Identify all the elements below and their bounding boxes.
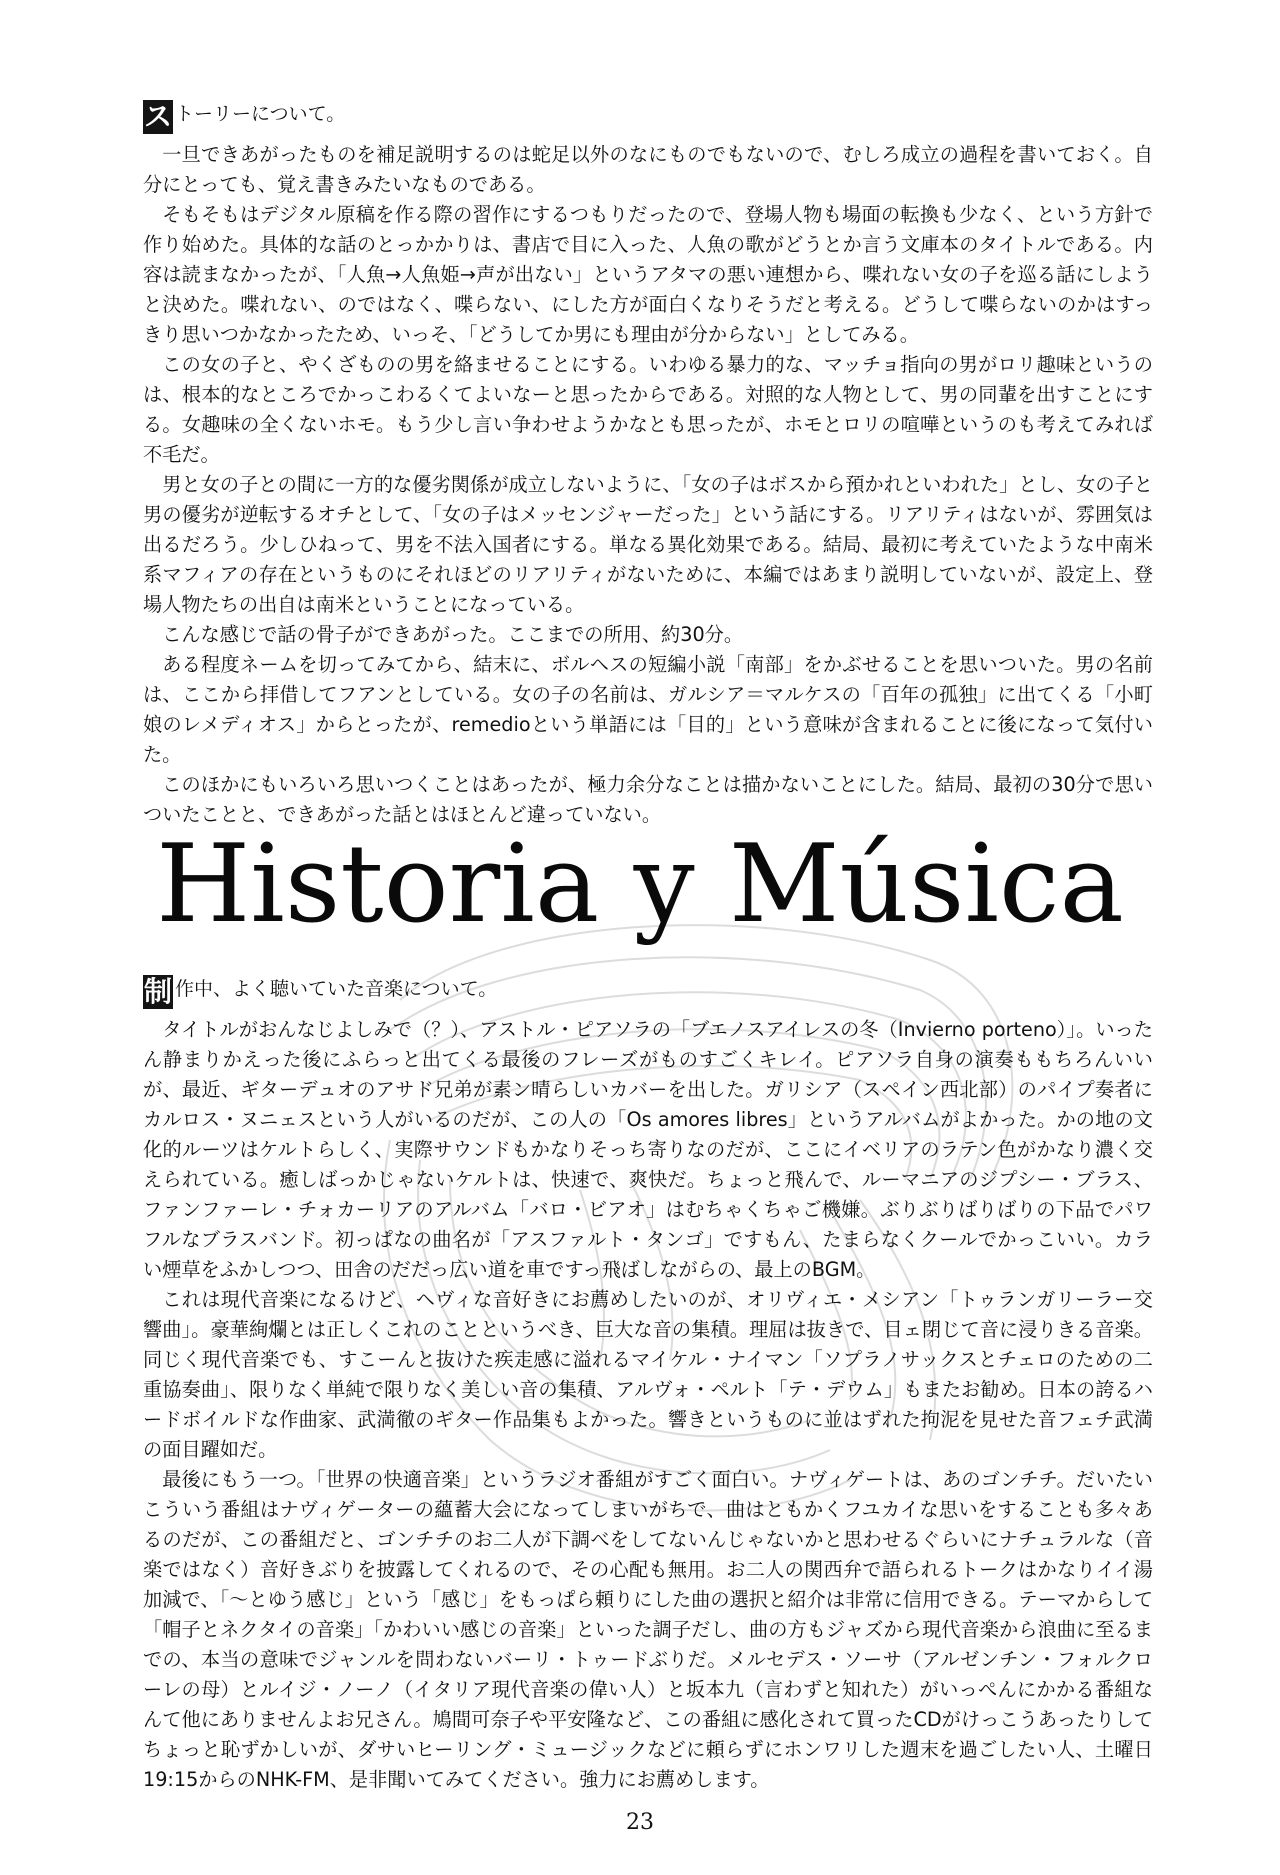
story-paragraph: このほかにもいろいろ思いつくことはあったが、極力余分なことは描かないことにした。結局、最初の30分で思いついたことと、できあがった話とはほとんど違っていない。 (143, 773, 1153, 826)
story-dropcap: ス (143, 100, 172, 133)
story-paragraph: 一旦できあがったものを補足説明するのは蛇足以外のなにものでもないので、むしろ成立の過程を書いておく。自分にとっても、覚え書きみたいなものである。 (143, 143, 1153, 196)
music-lead-text: 作中、よく聴いていた音楽について。 (175, 978, 498, 1000)
story-paragraph: こんな感じで話の骨子ができあがった。ここまでの所用、約30分。 (162, 623, 744, 646)
story-lead (143, 100, 1153, 134)
page-number: 23 (626, 1810, 654, 1835)
music-paragraph: タイトルがおんなじよしみで（？）、アストル・ピアソラの「ブエノスアイレスの冬（Invierno porteno）」。いったん静まりかえった後にふらっと出てくる最後のフレーズがものすごくキレイ。ピアソラ自身の演奏ももちろんいいが、最近、ギターデュオのアサド兄弟が素ン晴らしいカバーを出した。ガリシア（スペイン西北部）のパイプ奏者にカルロス・ヌニェスという人がいるのだが、この人の「Os amores libres」というアルバムがよかった。かの地の文化的ルーツはケルトらしく、実際サウンドもかなりそっち寄りなのだが、ここにイベリアのラテン色がかなり濃く交えられている。癒しばっかじゃないケルトは、快速で、爽快だ。ちょっと飛んで、ルーマニアのジプシー・ブラス、ファンファーレ・チォカーリアのアルバム「バロ・ビアオ」はむちゃくちゃご機嫌。ぶりぶりばりばりの下品でパワフルなブラスバンド。初っぱなの曲名が「アスファルト・タンゴ」ですもん、たまらなくクールでかっこいい。カラい煙草をふかしつつ、田舎のだだっ広い道を車ですっ飛ばしながらの、最上のBGM。 (143, 1018, 1153, 1281)
story-paragraph: そもそもはデジタル原稿を作る際の習作にするつもりだったので、登場人物も場面の転換も少なく、という方針で作り始めた。具体的な話のとっかかりは、書店で目に入った、人魚の歌がどうとか言う文庫本のタイトルである。内容は読まなかったが、「人魚→人魚姫→声が出ない」というアタマの悪い連想から、喋れない女の子を巡る話にしようと決めた。喋れない、のではなく、喋らない、にした方が面白くなりそうだと考える。どうして喋らないのかはすっきり思いつかなかったため、いっそ、「どうしてか男にも理由が分からない」としてみる。 (143, 203, 1153, 346)
story-paragraph: 男と女の子との間に一方的な優劣関係が成立しないように、「女の子はボスから預かれといわれた」とし、女の子と男の優劣が逆転するオチとして、「女の子はメッセンジャーだった」という話にする。リアリティはないが、雰囲気は出るだろう。少しひねって、男を不法入国者にする。単なる異化効果である。結局、最初に考えていたような中南米系マフィアの存在というものにそれほどのリアリティがないために、本編ではあまり説明していないが、設定上、登場人物たちの出自は南米ということになっている。 (143, 473, 1153, 616)
music-paragraph: これは現代音楽になるけど、ヘヴィな音好きにお薦めしたいのが、オリヴィエ・メシアン「トゥランガリーラー交響曲」。豪華絢爛とは正しくこれのことというべき、巨大な音の集積。理屈は抜きで、目ェ閉じて音に浸りきる音楽。同じく現代音楽でも、すこーんと抜けた疾走感に溢れるマイケル・ナイマン「ソプラノサックスとチェロのための二重協奏曲」、限りなく単純で限りなく美しい音の集積、アルヴォ・ペルト「テ・デウム」もまたお勧め。日本の誇るハードボイルドな作曲家、武満徹のギター作品集もよかった。響きというものに並はずれた拘泥を見せた音フェチ武満の面目躍如だ。 (143, 1288, 1153, 1461)
story-lead-text: トーリーについて。 (175, 103, 346, 125)
story-section (143, 100, 1153, 830)
music-section (143, 975, 1153, 1795)
music-lead (143, 975, 1153, 1009)
story-paragraph: ある程度ネームを切ってみてから、結末に、ボルヘスの短編小説「南部」をかぶせることを思いついた。男の名前は、ここから拝借してフアンとしている。女の子の名前は、ガルシア＝マルケスの「百年の孤独」に出てくる「小町娘のレメディオス」からとったが、remedioという単語には「目的」という意味が含まれることに後になって気付いた。 (143, 653, 1153, 766)
music-paragraph: 最後にもう一つ。「世界の快適音楽」というラジオ番組がすごく面白い。ナヴィゲートは、あのゴンチチ。だいたいこういう番組はナヴィゲーターの蘊蓄大会になってしまいがちで、曲はともかくフユカイな思いをすることも多々あるのだが、この番組だと、ゴンチチのお二人が下調べをしてないんじゃないかと思わせるぐらいにナチュラルな（音楽ではなく）音好きぶりを披露してくれるので、その心配も無用。お二人の関西弁で語られるトークはかなりイイ湯加減で、「〜とゆう感じ」という「感じ」をもっぱら頼りにした曲の選択と紹介は非常に信用できる。テーマからして「帽子とネクタイの音楽」「かわいい感じの音楽」といった調子だし、曲の方もジャズから現代音楽から浪曲に至るまでの、本当の意味でジャンルを問わないバーリ・トゥードぶりだ。メルセデス・ソーサ（アルゼンチン・フォルクローレの母）とルイジ・ノーノ（イタリア現代音楽の偉い人）と坂本九（言わずと知れた）がいっぺんにかかる番組なんて他にありませんよお兄さん。鳩間可奈子や平安隆など、この番組に感化されて買ったCDがけっこうあったりしてちょっと恥ずかしいが、ダサいヒーリング・ミュージックなどに頼らずにホンワリした週末を過ごしたい人、土曜日19:15からのNHK-FM、是非聞いてみてください。強力にお薦めします。 (143, 1468, 1153, 1791)
section-heading: Historia y Música (156, 822, 1124, 947)
story-paragraph: この女の子と、やくざものの男を絡ませることにする。いわゆる暴力的な、マッチョ指向の男がロリ趣味というのは、根本的なところでかっこわるくてよいなーと思ったからである。対照的な人物として、男の同輩を出すことにする。女趣味の全くないホモ。もう少し言い争わせようかなとも思ったが、ホモとロリの喧嘩というのも考えてみれば不毛だ。 (143, 353, 1153, 466)
music-dropcap: 制 (143, 975, 172, 1008)
